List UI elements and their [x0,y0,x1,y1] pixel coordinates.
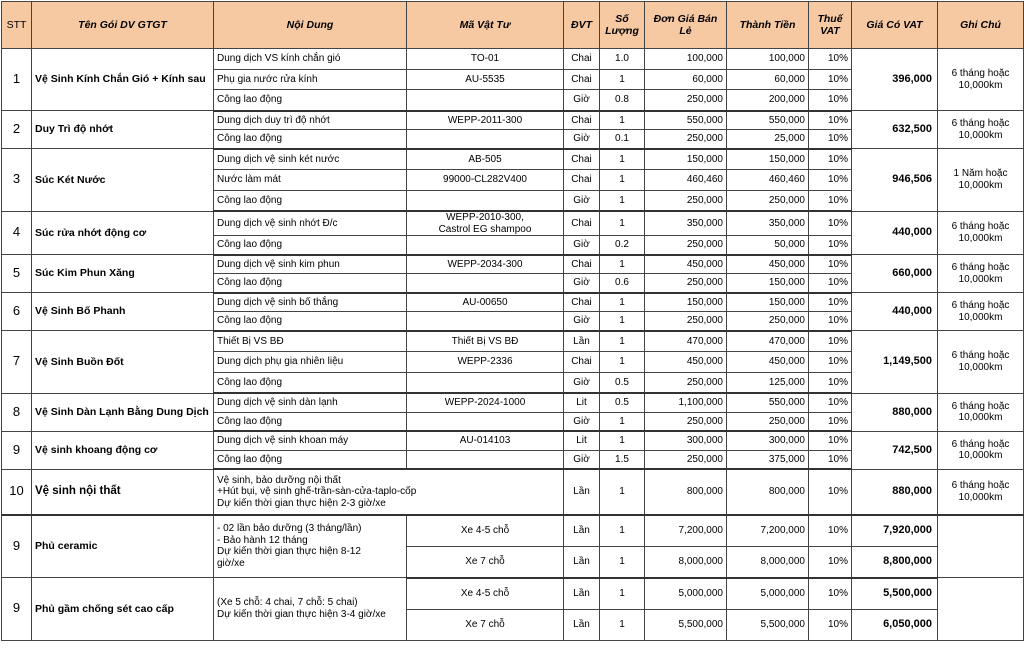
service-group-undercoat [2,578,1024,641]
row-qty: 1 [600,515,645,547]
row-code: Xe 7 chỗ [407,609,564,640]
row-total: 250,000 [727,312,809,331]
row-code [407,412,564,431]
row-total: 5,500,000 [727,609,809,640]
row-unit: Chai [564,170,600,191]
row-qty: 1 [600,312,645,331]
row-tax: 10% [809,170,852,191]
row-total: 60,000 [727,69,809,90]
row-qty: 1 [600,170,645,191]
row-unit: Chai [564,111,600,130]
table-row [2,393,1024,412]
service-note: 6 tháng hoặc 10,000km [938,255,1024,293]
vat-price: 880,000 [852,469,938,515]
row-qty: 1.0 [600,49,645,70]
row-price: 460,460 [645,170,727,191]
row-content: Dung dịch duy trì độ nhớt [214,111,407,130]
row-content: Dung dịch vệ sinh bố thắng [214,293,407,312]
header-price: Đơn Giá Bán Lẻ [645,2,727,49]
row-stt: 9 [2,578,32,641]
header-unit: ĐVT [564,2,600,49]
row-qty: 0.6 [600,274,645,293]
vat-price: 1,149,500 [852,331,938,394]
row-total: 150,000 [727,293,809,312]
row-code: WEPP-2336 [407,352,564,373]
service-note [938,515,1024,578]
row-content: Dung dịch vệ sinh nhớt Đ/c [214,211,407,236]
service-group-ceramic [2,515,1024,578]
row-unit: Chai [564,69,600,90]
row-qty: 1 [600,469,645,515]
row-code: WEPP-2024-1000 [407,393,564,412]
row-total: 450,000 [727,352,809,373]
row-qty: 0.8 [600,90,645,111]
row-total: 8,000,000 [727,546,809,578]
row-qty: 1 [600,431,645,450]
row-total: 7,200,000 [727,515,809,547]
row-unit: Giờ [564,312,600,331]
vat-price: 396,000 [852,49,938,111]
row-price: 1,100,000 [645,393,727,412]
row-stt: 8 [2,393,32,431]
row-qty: 1 [600,352,645,373]
row-qty: 1 [600,331,645,352]
row-qty: 1.5 [600,450,645,469]
service-note: 6 tháng hoặc 10,000km [938,431,1024,469]
row-content: Phụ gia nước rửa kính [214,69,407,90]
row-stt: 9 [2,515,32,578]
row-content: Công lao động [214,274,407,293]
row-price: 350,000 [645,211,727,236]
vat-price: 660,000 [852,255,938,293]
row-stt: 7 [2,331,32,394]
table-row [2,331,1024,352]
row-content: Dung dịch vệ sinh dàn lạnh [214,393,407,412]
vat-price: 5,500,000 [852,578,938,610]
row-content: Công lao động [214,90,407,111]
row-qty: 0.5 [600,393,645,412]
service-name: Súc Két Nước [32,149,214,212]
vat-price: 6,050,000 [852,609,938,640]
row-qty: 1 [600,578,645,610]
row-content: Nước làm mát [214,170,407,191]
row-tax: 10% [809,111,852,130]
row-stt: 4 [2,211,32,255]
row-total: 550,000 [727,393,809,412]
service-name: Vệ Sinh Kính Chắn Gió + Kính sau [32,49,214,111]
row-tax: 10% [809,412,852,431]
row-qty: 1 [600,190,645,211]
row-price: 250,000 [645,90,727,111]
row-stt: 2 [2,111,32,149]
row-code: AU-00650 [407,293,564,312]
row-code [407,190,564,211]
service-name: Súc rửa nhớt động cơ [32,211,214,255]
row-content: - 02 lần bảo dưỡng (3 tháng/lần) - Bảo hành 12 tháng Dự kiến thời gian thực hiện 8-12 giờ/xe [214,515,407,578]
row-stt: 6 [2,293,32,331]
service-note: 6 tháng hoặc 10,000km [938,111,1024,149]
row-qty: 1 [600,111,645,130]
service-name: Súc Kim Phun Xăng [32,255,214,293]
row-tax: 10% [809,255,852,274]
row-qty: 0.1 [600,130,645,149]
row-unit: Giờ [564,412,600,431]
row-tax: 10% [809,393,852,412]
row-price: 150,000 [645,149,727,170]
row-total: 125,000 [727,372,809,393]
row-code: TO-01 [407,49,564,70]
row-code [407,372,564,393]
row-price: 300,000 [645,431,727,450]
service-note: 1 Năm hoặc 10,000km [938,149,1024,212]
row-content: Công lao động [214,372,407,393]
row-total: 470,000 [727,331,809,352]
row-unit: Lit [564,393,600,412]
header-tax: Thuế VAT [809,2,852,49]
table-row [2,578,1024,610]
row-unit: Giờ [564,190,600,211]
row-tax: 10% [809,515,852,547]
service-name: Vệ sinh nội thất [32,469,214,515]
row-price: 60,000 [645,69,727,90]
row-code: Xe 4-5 chỗ [407,515,564,547]
table-row [2,49,1024,70]
vat-price: 632,500 [852,111,938,149]
header-code: Mã Vật Tư [407,2,564,49]
row-stt: 1 [2,49,32,111]
row-total: 550,000 [727,111,809,130]
row-tax: 10% [809,293,852,312]
row-price: 5,500,000 [645,609,727,640]
row-content: Dung dịch vệ sinh khoan máy [214,431,407,450]
service-name: Phủ gầm chống sét cao cấp [32,578,214,641]
row-content: Dung dịch VS kính chắn gió [214,49,407,70]
row-code: AU-5535 [407,69,564,90]
row-unit: Chai [564,211,600,236]
table-row [2,293,1024,312]
row-tax: 10% [809,130,852,149]
row-unit: Giờ [564,90,600,111]
row-qty: 1 [600,149,645,170]
row-code: Xe 4-5 chỗ [407,578,564,610]
header-name: Tên Gói DV GTGT [32,2,214,49]
row-tax: 10% [809,352,852,373]
table-row [2,469,1024,515]
row-code: Xe 7 chỗ [407,546,564,578]
row-tax: 10% [809,69,852,90]
row-qty: 1 [600,412,645,431]
row-tax: 10% [809,149,852,170]
row-unit: Chai [564,255,600,274]
row-total: 150,000 [727,274,809,293]
service-name: Duy Trì độ nhớt [32,111,214,149]
row-tax: 10% [809,49,852,70]
row-unit: Chai [564,352,600,373]
service-note: 6 tháng hoặc 10,000km [938,331,1024,394]
row-qty: 1 [600,69,645,90]
header-total: Thành Tiền [727,2,809,49]
row-price: 250,000 [645,236,727,255]
row-price: 5,000,000 [645,578,727,610]
row-price: 150,000 [645,293,727,312]
row-unit: Giờ [564,372,600,393]
vat-price: 880,000 [852,393,938,431]
service-name: Vệ Sinh Buồn Đốt [32,331,214,394]
row-content: Công lao động [214,190,407,211]
row-price: 8,000,000 [645,546,727,578]
row-qty: 1 [600,211,645,236]
row-price: 250,000 [645,372,727,393]
row-qty: 1 [600,609,645,640]
row-tax: 10% [809,312,852,331]
row-total: 450,000 [727,255,809,274]
service-name: Vệ Sinh Dàn Lạnh Bằng Dung Dịch [32,393,214,431]
row-unit: Lit [564,431,600,450]
row-code [407,236,564,255]
row-total: 250,000 [727,190,809,211]
row-unit: Giờ [564,274,600,293]
row-tax: 10% [809,578,852,610]
row-code [407,274,564,293]
table-row [2,515,1024,547]
row-total: 460,460 [727,170,809,191]
table-row [2,111,1024,130]
row-price: 250,000 [645,274,727,293]
row-content: Công lao động [214,312,407,331]
header-vat-price: Giá Có VAT [852,2,938,49]
row-price: 250,000 [645,190,727,211]
row-content: Công lao động [214,450,407,469]
row-qty: 0.5 [600,372,645,393]
row-stt: 10 [2,469,32,515]
header-note: Ghi Chú [938,2,1024,49]
row-total: 100,000 [727,49,809,70]
vat-price: 440,000 [852,293,938,331]
table-row [2,149,1024,170]
row-code: WEPP-2010-300, Castrol EG shampoo [407,211,564,236]
table-row [2,211,1024,236]
row-tax: 10% [809,236,852,255]
row-tax: 10% [809,609,852,640]
row-content: Dung dịch vệ sinh kim phun [214,255,407,274]
row-qty: 1 [600,293,645,312]
row-price: 7,200,000 [645,515,727,547]
row-content: Vệ sinh, bảo dưỡng nội thất +Hút bụi, vệ sinh ghế-trần-sàn-cửa-taplo-cốp Dự kiến thời gian thực hiện 2-3 giờ/xe [214,469,564,515]
row-tax: 10% [809,211,852,236]
row-content: Dung dịch vệ sinh két nước [214,149,407,170]
row-total: 200,000 [727,90,809,111]
row-content: (Xe 5 chỗ: 4 chai, 7 chỗ: 5 chai) Dự kiến thời gian thực hiện 3-4 giờ/xe [214,578,407,641]
row-qty: 1 [600,546,645,578]
row-total: 250,000 [727,412,809,431]
row-stt: 9 [2,431,32,469]
row-price: 550,000 [645,111,727,130]
row-unit: Giờ [564,130,600,149]
row-unit: Chai [564,49,600,70]
row-total: 5,000,000 [727,578,809,610]
row-price: 470,000 [645,331,727,352]
service-name: Vệ sinh khoang động cơ [32,431,214,469]
row-price: 250,000 [645,412,727,431]
row-total: 800,000 [727,469,809,515]
service-note: 6 tháng hoặc 10,000km [938,393,1024,431]
row-tax: 10% [809,450,852,469]
vat-price: 8,800,000 [852,546,938,578]
table-row [2,255,1024,274]
row-total: 25,000 [727,130,809,149]
service-price-table [1,1,1024,641]
row-code: WEPP-2034-300 [407,255,564,274]
row-unit: Lần [564,609,600,640]
row-code [407,312,564,331]
service-name: Vệ Sinh Bố Phanh [32,293,214,331]
row-stt: 3 [2,149,32,212]
row-total: 350,000 [727,211,809,236]
vat-price: 440,000 [852,211,938,255]
row-tax: 10% [809,546,852,578]
row-unit: Lần [564,546,600,578]
row-tax: 10% [809,331,852,352]
row-price: 250,000 [645,130,727,149]
row-total: 50,000 [727,236,809,255]
row-stt: 5 [2,255,32,293]
row-content: Công lao động [214,236,407,255]
row-code: 99000-CL282V400 [407,170,564,191]
row-code: AU-014103 [407,431,564,450]
service-note: 6 tháng hoặc 10,000km [938,469,1024,515]
vat-price: 742,500 [852,431,938,469]
row-code [407,90,564,111]
row-total: 150,000 [727,149,809,170]
row-price: 450,000 [645,352,727,373]
service-group-interior [2,469,1024,515]
table-row [2,431,1024,450]
header-stt: STT [2,2,32,49]
vat-price: 946,506 [852,149,938,212]
row-tax: 10% [809,90,852,111]
row-tax: 10% [809,431,852,450]
row-qty: 1 [600,255,645,274]
row-code [407,450,564,469]
row-price: 250,000 [645,450,727,469]
row-tax: 10% [809,190,852,211]
row-unit: Giờ [564,236,600,255]
service-note: 6 tháng hoặc 10,000km [938,211,1024,255]
row-code: Thiết Bị VS BĐ [407,331,564,352]
row-content: Thiết Bị VS BĐ [214,331,407,352]
row-code [407,130,564,149]
row-total: 300,000 [727,431,809,450]
row-unit: Lần [564,469,600,515]
vat-price: 7,920,000 [852,515,938,547]
row-content: Công lao động [214,412,407,431]
row-tax: 10% [809,372,852,393]
row-price: 100,000 [645,49,727,70]
row-qty: 0.2 [600,236,645,255]
row-content: Dung dịch phụ gia nhiên liệu [214,352,407,373]
header-content: Nội Dung [214,2,407,49]
row-tax: 10% [809,469,852,515]
row-unit: Lần [564,331,600,352]
row-price: 250,000 [645,312,727,331]
row-price: 800,000 [645,469,727,515]
row-price: 450,000 [645,255,727,274]
row-unit: Lần [564,578,600,610]
header-row [2,2,1024,49]
row-code: WEPP-2011-300 [407,111,564,130]
row-tax: 10% [809,274,852,293]
row-total: 375,000 [727,450,809,469]
header-qty: Số Lượng [600,2,645,49]
service-name: Phủ ceramic [32,515,214,578]
service-note: 6 tháng hoặc 10,000km [938,293,1024,331]
service-note: 6 tháng hoặc 10,000km [938,49,1024,111]
row-unit: Chai [564,293,600,312]
row-unit: Lần [564,515,600,547]
row-unit: Chai [564,149,600,170]
row-content: Công lao động [214,130,407,149]
row-unit: Giờ [564,450,600,469]
row-code: AB-505 [407,149,564,170]
service-note [938,578,1024,641]
